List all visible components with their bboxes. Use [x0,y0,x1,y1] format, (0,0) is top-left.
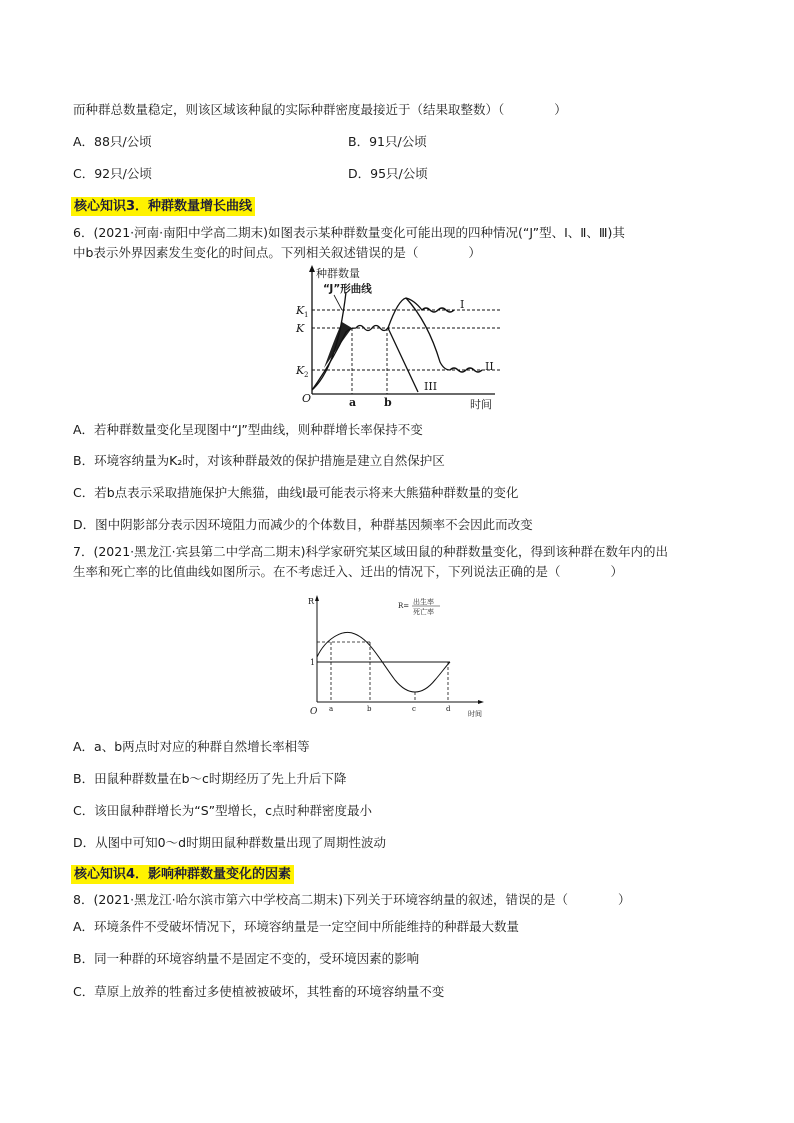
figure2-x-label: 时间 [468,710,482,718]
curve-ii-label: II [485,360,494,373]
k1-label: K [296,304,305,317]
q6-stem-line2: 中b表示外界因素发生变化的时间点。下列相关叙述错误的是（ ） [73,245,481,260]
q6-option-a: A．若种群数量变化呈现图中“J”型曲线，则种群增长率保持不变 [73,422,423,437]
q5-stem: 而种群总数量稳定，则该区域该种鼠的实际种群密度最接近于（结果取整数）（ ） [73,102,567,117]
q7-stem-line1: 7．(2021·黑龙江·宾县第二中学高二期末)科学家研究某区域田鼠的种群数量变化，得到该种群在数年内的出 [73,544,668,559]
figure1-j-label: “J”形曲线 [323,283,372,295]
formula-lhs: R= [398,602,410,610]
curve-i-label: I [460,298,465,311]
k2-label: K [296,364,305,377]
q8-option-c: C．草原上放养的牲畜过多使植被被破坏，其牲畜的环境容纳量不变 [73,984,445,999]
q8-stem: 8．(2021·黑龙江·哈尔滨市第六中学校高二期末)下列关于环境容纳量的叙述，错误的是（ ） [73,892,631,907]
birth-death-ratio-figure [300,592,500,722]
figure1-origin: O [302,392,312,405]
q6-stem-line1: 6．(2021·河南·南阳中学高二期末)如图表示某种群数量变化可能出现的四种情况(“J”型、Ⅰ、Ⅱ、Ⅲ)其 [73,225,625,240]
q5-option-c: C．92只/公顷 [73,166,152,181]
curve-iii [388,328,418,392]
q7-option-a: A．a、b两点时对应的种群自然增长率相等 [73,739,310,754]
section-heading-3: 核心知识3．种群数量增长曲线 [71,197,255,216]
figure1-y-label: 种群数量 [316,267,360,280]
formula-numerator: 出生率 [413,598,434,606]
tick2-a: a [329,705,334,713]
tick2-c: c [412,705,416,713]
q8-option-b: B．同一种群的环境容纳量不是固定不变的，受环境因素的影响 [73,951,420,966]
formula-denominator: 死亡率 [413,608,434,616]
shaded-environmental-resistance [324,322,352,368]
one-label: 1 [310,658,316,667]
curve-i [388,298,454,328]
q6-option-d: D．图中阴影部分表示因环境阻力而减少的个体数目，种群基因频率不会因此而改变 [73,517,533,532]
figure1-y-arrow [309,265,315,272]
figure2-y-arrow [315,595,319,601]
k2-subscript: 2 [304,371,309,379]
figure1-x-label: 时间 [470,398,492,411]
k-label: K [296,322,305,335]
j-label-pointer [334,295,342,310]
section-heading-4: 核心知识4．影响种群数量变化的因素 [71,865,294,884]
q7-option-b: B．田鼠种群数量在b～c时期经历了先上升后下降 [73,771,347,786]
tick-a: a [349,396,357,409]
q5-option-a: A．88只/公顷 [73,134,152,149]
population-curves-figure [290,262,510,412]
curve-iii-label: III [424,380,438,393]
tick-b: b [384,396,392,409]
figure2-x-arrow [478,700,484,704]
figure2-origin: O [310,707,318,717]
q6-option-b: B．环境容纳量为K₂时，对该种群最效的保护措施是建立自然保护区 [73,453,445,468]
s-curve [312,326,388,391]
q5-option-b: B．91只/公顷 [348,134,427,149]
q7-option-d: D．从图中可知0～d时期田鼠种群数量出现了周期性波动 [73,835,387,850]
tick2-d: d [446,705,451,713]
q8-option-a: A．环境条件不受破坏情况下，环境容纳量是一定空间中所能维持的种群最大数量 [73,919,520,934]
k1-subscript: 1 [304,311,309,319]
tick2-b: b [367,705,372,713]
figure2-y-label: R [308,597,315,606]
q7-option-c: C．该田鼠种群增长为“S”型增长，c点时种群密度最小 [73,803,372,818]
q7-stem-line2: 生率和死亡率的比值曲线如图所示。在不考虑迁入、迁出的情况下，下列说法正确的是（ ） [73,564,624,579]
q5-option-d: D．95只/公顷 [348,166,428,181]
q6-option-c: C．若b点表示采取措施保护大熊猫，曲线Ⅰ最可能表示将来大熊猫种群数量的变化 [73,485,519,500]
